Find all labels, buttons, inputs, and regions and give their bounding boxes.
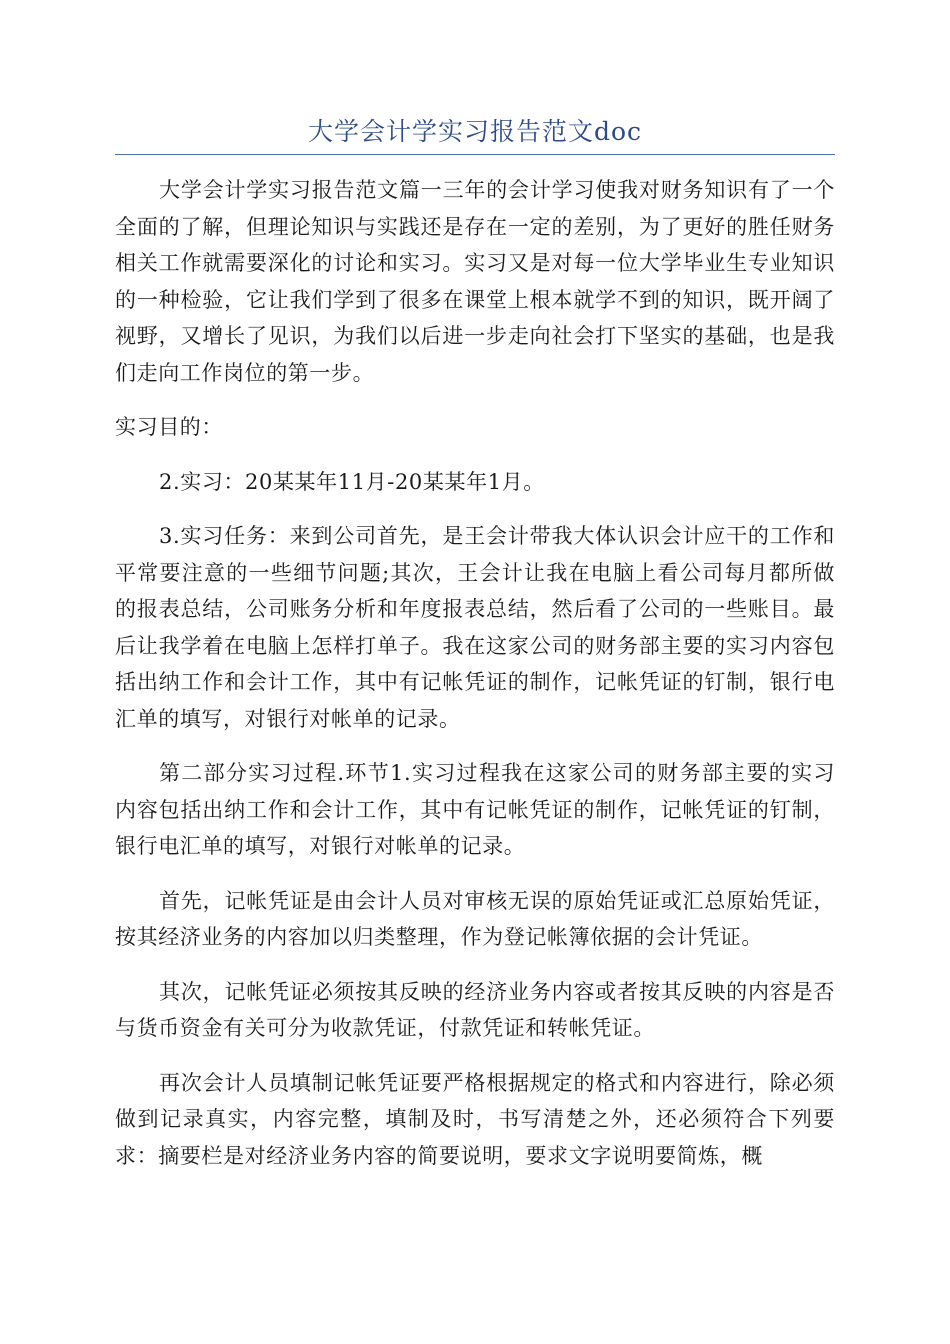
paragraph-internship-period: 2.实习：20某某年11月-20某某年1月。 — [159, 469, 545, 494]
paragraph-purpose-heading: 实习目的： — [115, 415, 223, 439]
paragraph-process: 第二部分实习过程.环节1.实习过程我在这家公司的财务部主要的实习内容包括出纳工作和会计工作，其中有记帐凭证的制作，记帐凭证的钉制，银行电汇单的填写，对银行对帐单的记录。 — [115, 761, 835, 858]
document-body — [115, 172, 835, 1192]
paragraph-first: 首先，记帐凭证是由会计人员对审核无误的原始凭证或汇总原始凭证，按其经济业务的内容加以归类整理，作为登记帐簿依据的会计凭证。 — [115, 888, 835, 949]
paragraph-third: 再次会计人员填制记帐凭证要严格根据规定的格式和内容进行，除必须做到记录真实，内容完整，填制及时，书写清楚之外，还必须符合下列要求：摘要栏是对经济业务内容的简要说明，要求文字说明要简炼，概 — [115, 1070, 835, 1168]
paragraph-second: 其次，记帐凭证必须按其反映的经济业务内容或者按其反映的内容是否与货币资金有关可分为收款凭证，付款凭证和转帐凭证。 — [115, 979, 835, 1040]
title-underline — [115, 154, 835, 155]
paragraph-internship-tasks: 3.实习任务：来到公司首先，是王会计带我大体认识会计应干的工作和平常要注意的一些细节问题;其次，王会计让我在电脑上看公司每月都所做的报表总结，公司账务分析和年度报表总结，然后看了公司的一些账目。最后让我学着在电脑上怎样打单子。我在这家公司的财务部主要的实习内容包括出纳工作和会计工作，其中有记帐凭证的制作，记帐凭证的钉制，银行电汇单的填写，对银行对帐单的记录。 — [115, 524, 835, 731]
document-title: 大学会计学实习报告范文doc — [307, 117, 643, 146]
paragraph-intro: 大学会计学实习报告范文篇一三年的会计学习使我对财务知识有了一个全面的了解，但理论知识与实践还是存在一定的差别，为了更好的胜任财务相关工作就需要深化的讨论和实习。实习又是对每一位大学毕业生专业知识的一种检验，它让我们学到了很多在课堂上根本就学不到的知识，既开阔了视野，又增长了见识，为我们以后进一步走向社会打下坚实的基础，也是我们走向工作岗位的第一步。 — [115, 178, 835, 385]
